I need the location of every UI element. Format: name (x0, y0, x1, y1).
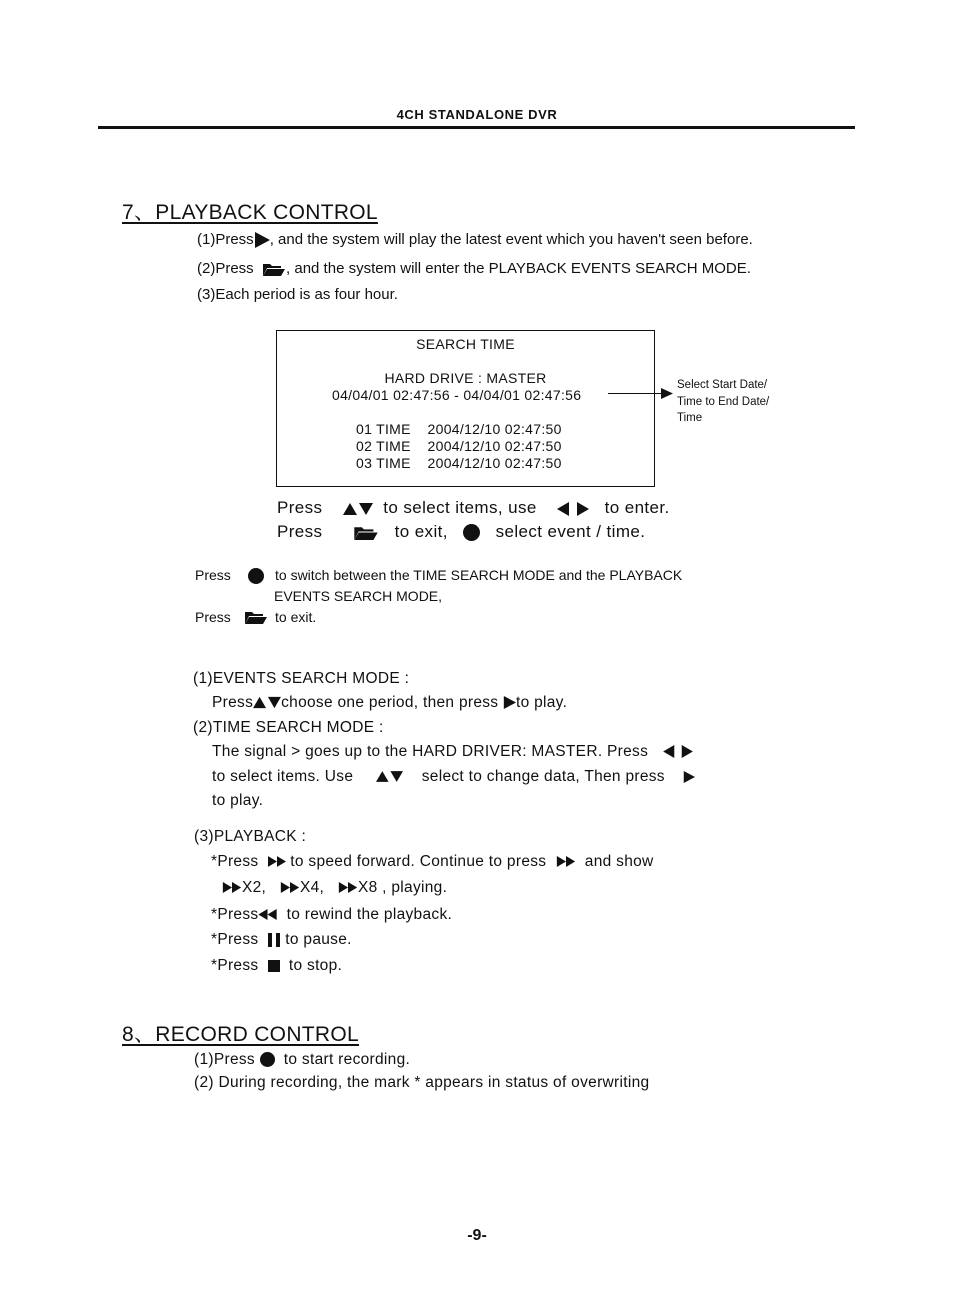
section-8-title: 8、RECORD CONTROL (122, 1023, 359, 1046)
screen-row: 03 TIME 2004/12/10 02:47:50 (356, 455, 562, 471)
pause-line: *Press to pause. (211, 931, 352, 948)
play-icon (683, 771, 695, 783)
time-mode-line-3: to play. (212, 792, 264, 809)
screen-title: SEARCH TIME (416, 336, 515, 352)
screen-range: 04/04/01 02:47:56 - 04/04/01 02:47:56 (332, 387, 582, 403)
screen-drive: HARD DRIVE : MASTER (384, 370, 547, 386)
stop-icon (268, 960, 280, 972)
record-item-2: (2) During recording, the mark * appears in status of overwriting (194, 1074, 650, 1091)
screen-row: 01 TIME 2004/12/10 02:47:50 (356, 421, 562, 437)
stop-line: *Press to stop. (211, 957, 343, 974)
callout-arrow-icon (661, 388, 673, 399)
exit-note-press: Press (195, 609, 231, 625)
record-dot-icon (248, 568, 264, 584)
left-right-icon (662, 745, 694, 758)
fast-forward-line: *Press to speed forward. Continue to press and show (211, 853, 654, 870)
folder-icon (353, 524, 379, 541)
playback-item-2: (2)Press , and the system will enter the PLAYBACK EVENTS SEARCH MODE. (197, 260, 751, 277)
screen-row: 02 TIME 2004/12/10 02:47:50 (356, 438, 562, 454)
play-icon (503, 696, 516, 709)
playback-heading: (3)PLAYBACK : (194, 828, 307, 845)
fast-forward-icon (338, 882, 358, 893)
time-mode-heading: (2)TIME SEARCH MODE : (193, 719, 384, 736)
callout-note-line: Select Start Date/ (677, 379, 768, 391)
playback-item-3: (3)Each period is as four hour. (197, 286, 398, 303)
folder-icon (244, 609, 268, 625)
rewind-line: *Press to rewind the playback. (211, 906, 453, 923)
section-7-title: 7、PLAYBACK CONTROL (122, 201, 378, 224)
fast-forward-icon (222, 882, 242, 893)
events-mode-heading: (1)EVENTS SEARCH MODE : (193, 670, 410, 687)
pause-icon (268, 933, 281, 947)
record-dot-icon (260, 1052, 275, 1067)
up-down-icon (343, 502, 373, 516)
callout-line (608, 393, 664, 394)
document-header: 4CH STANDALONE DVR (396, 107, 558, 122)
time-mode-line-1: The signal > goes up to the HARD DRIVER: MASTER. Press (212, 743, 694, 761)
page-number: -9- (467, 1227, 487, 1244)
speed-levels-line: X2, X4, X8 , playing. (222, 879, 447, 897)
time-mode-line-2: to select items. Use select to change data, Then press (212, 768, 695, 786)
instruction-line-1: Press to select items, use to enter. (277, 498, 670, 517)
fast-forward-icon (556, 856, 576, 867)
fast-forward-icon (280, 882, 300, 893)
up-down-icon (376, 770, 403, 783)
events-mode-text: Press choose one period, then press to play. (212, 694, 568, 711)
rewind-icon (258, 909, 277, 920)
play-icon (254, 232, 270, 248)
callout-note-line: Time to End Date/ (677, 396, 770, 408)
record-dot-icon (463, 524, 480, 541)
switch-note-press: Press (195, 567, 231, 583)
instruction-line-2: Press to exit, select event / time. (277, 522, 646, 541)
callout-note-line: Time (677, 412, 703, 424)
header-rule (98, 126, 855, 129)
record-item-1: (1)Press to start recording. (194, 1051, 411, 1068)
folder-icon (262, 261, 286, 277)
switch-note-text-cont: EVENTS SEARCH MODE, (274, 588, 443, 604)
switch-note-text: to switch between the TIME SEARCH MODE and the PLAYBACK (275, 567, 683, 583)
left-right-icon (557, 502, 589, 516)
playback-item-1: (1)Press , and the system will play the latest event which you haven't seen before. (197, 231, 753, 248)
up-down-icon (253, 696, 281, 709)
exit-note-text: to exit. (275, 609, 317, 625)
fast-forward-icon (268, 856, 286, 867)
